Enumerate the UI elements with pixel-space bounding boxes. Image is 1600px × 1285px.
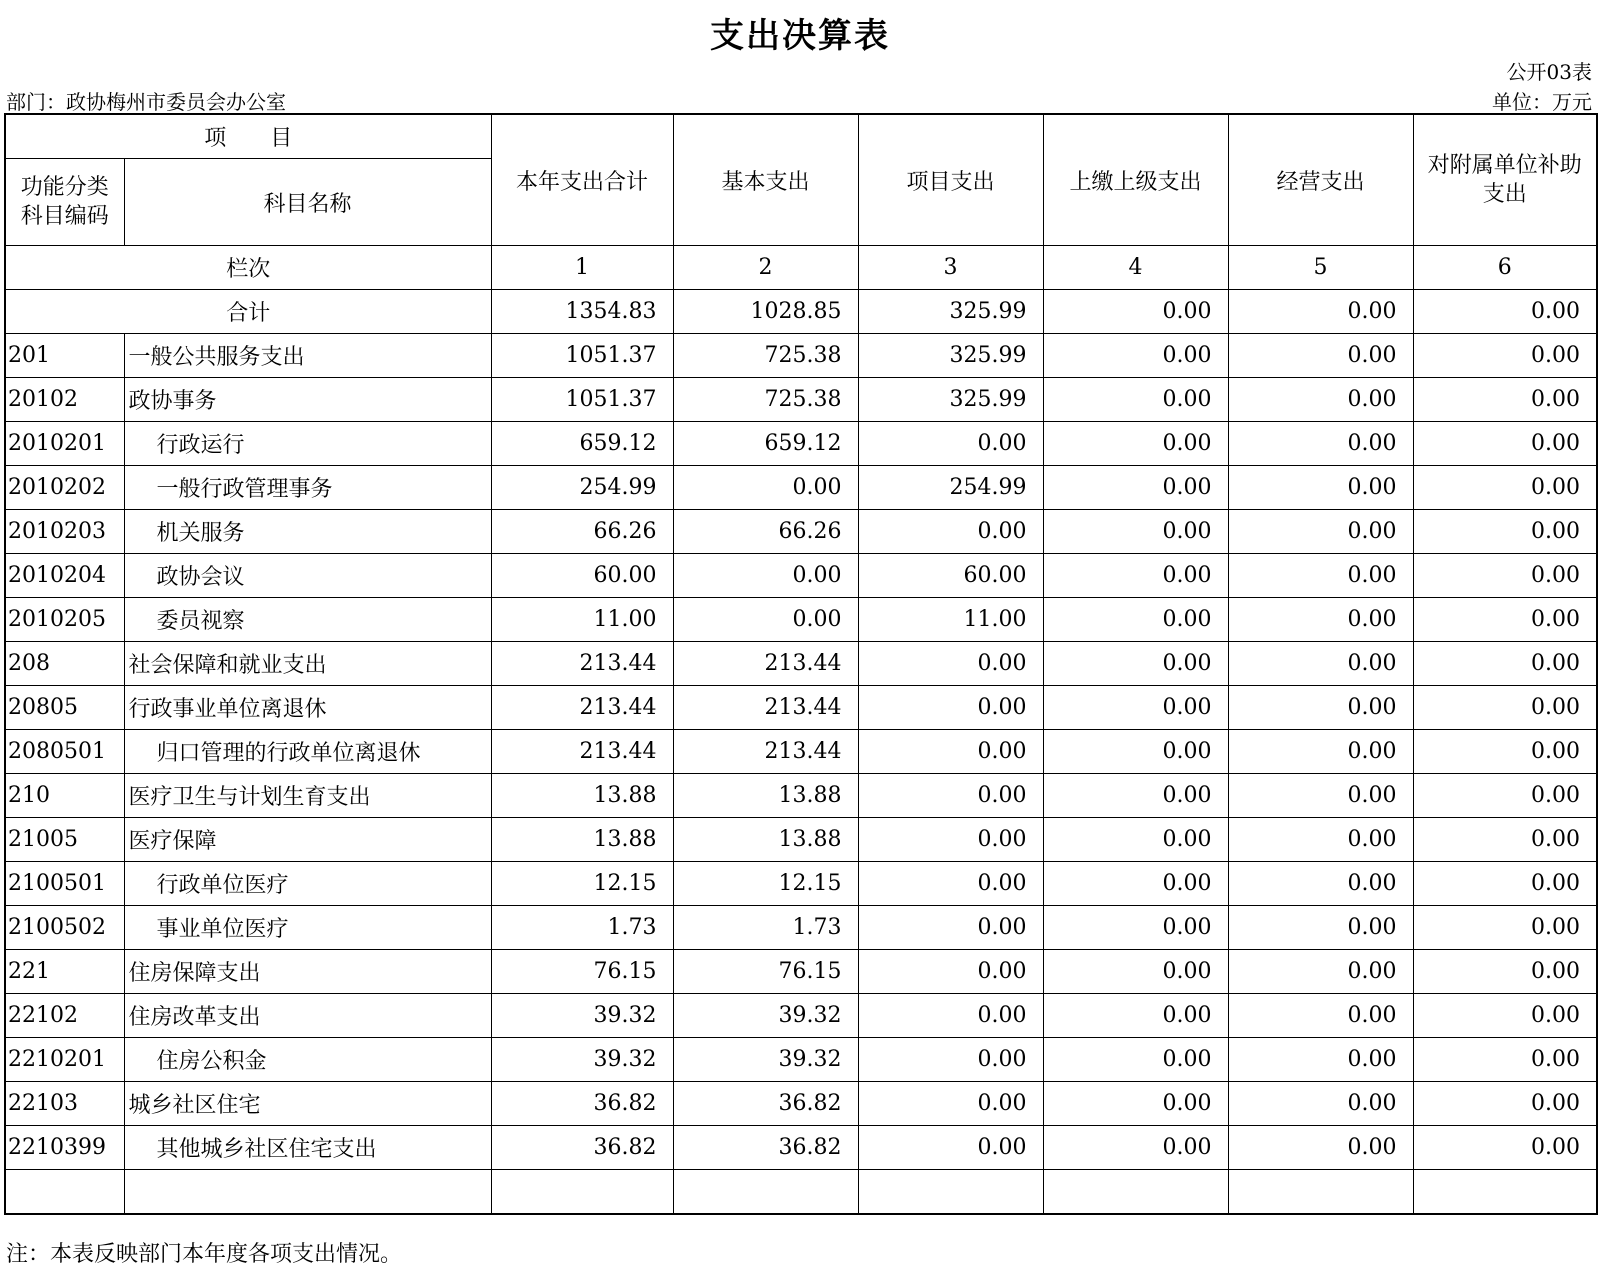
row-value: 0.00 (1413, 642, 1597, 686)
table-row (5, 642, 1597, 686)
row-code: 2010204 (5, 554, 124, 598)
row-value: 0.00 (1228, 466, 1413, 510)
row-value: 0.00 (1228, 334, 1413, 378)
row-value: 0.00 (1413, 598, 1597, 642)
total-value: 1354.83 (491, 290, 673, 334)
row-name: 政协会议 (124, 554, 491, 598)
row-value: 213.44 (491, 642, 673, 686)
row-value: 0.00 (1043, 730, 1228, 774)
row-value: 0.00 (1043, 642, 1228, 686)
row-name: 行政单位医疗 (124, 862, 491, 906)
row-value: 254.99 (491, 466, 673, 510)
row-value: 39.32 (673, 994, 858, 1038)
row-value: 213.44 (673, 642, 858, 686)
header-col-1: 本年支出合计 (491, 114, 673, 246)
row-value: 0.00 (1413, 686, 1597, 730)
row-value: 11.00 (491, 598, 673, 642)
row-value: 0.00 (1413, 510, 1597, 554)
table-row (5, 510, 1597, 554)
row-value: 0.00 (1413, 1126, 1597, 1170)
row-value: 0.00 (1228, 422, 1413, 466)
row-value: 725.38 (673, 378, 858, 422)
row-value: 213.44 (673, 730, 858, 774)
header-project: 项 目 (5, 114, 491, 159)
row-value: 12.15 (673, 862, 858, 906)
row-value: 0.00 (858, 818, 1043, 862)
row-value: 0.00 (1413, 730, 1597, 774)
table-row (5, 1038, 1597, 1082)
row-value: 0.00 (1228, 1082, 1413, 1126)
row-value: 0.00 (1043, 1082, 1228, 1126)
row-name: 行政事业单位离退休 (124, 686, 491, 730)
row-value: 0.00 (858, 994, 1043, 1038)
row-value: 36.82 (673, 1082, 858, 1126)
row-code: 22103 (5, 1082, 124, 1126)
row-name: 其他城乡社区住宅支出 (124, 1126, 491, 1170)
row-code: 208 (5, 642, 124, 686)
table-row (5, 554, 1597, 598)
row-value: 254.99 (858, 466, 1043, 510)
row-code: 20102 (5, 378, 124, 422)
row-value: 0.00 (1413, 422, 1597, 466)
row-code: 2100502 (5, 906, 124, 950)
row-value: 1051.37 (491, 378, 673, 422)
row-value: 0.00 (1043, 862, 1228, 906)
page-title: 支出决算表 (710, 16, 890, 56)
table-row (5, 598, 1597, 642)
row-value: 12.15 (491, 862, 673, 906)
header-col-5: 经营支出 (1228, 114, 1413, 246)
row-value: 0.00 (1228, 994, 1413, 1038)
table-row (5, 686, 1597, 730)
row-value: 36.82 (491, 1126, 673, 1170)
row-value: 0.00 (1043, 334, 1228, 378)
row-name: 社会保障和就业支出 (124, 642, 491, 686)
row-value: 0.00 (1228, 818, 1413, 862)
header-name: 科目名称 (124, 159, 491, 246)
form-number: 公开03表 (1506, 60, 1592, 84)
row-value: 0.00 (1413, 994, 1597, 1038)
department-label: 部门：政协梅州市委员会办公室 (6, 90, 286, 114)
empty-cell (124, 1170, 491, 1215)
table-row (5, 774, 1597, 818)
row-name: 一般行政管理事务 (124, 466, 491, 510)
column-number: 1 (491, 246, 673, 290)
row-value: 1051.37 (491, 334, 673, 378)
empty-row (5, 1170, 1597, 1215)
total-value: 0.00 (1228, 290, 1413, 334)
row-value: 0.00 (1228, 730, 1413, 774)
row-value: 725.38 (673, 334, 858, 378)
row-code: 2100501 (5, 862, 124, 906)
footnote: 注：本表反映部门本年度各项支出情况。 (6, 1242, 403, 1267)
row-value: 325.99 (858, 334, 1043, 378)
row-value: 0.00 (673, 598, 858, 642)
table-row (5, 906, 1597, 950)
row-code: 21005 (5, 818, 124, 862)
row-value: 0.00 (1043, 554, 1228, 598)
row-value: 13.88 (673, 818, 858, 862)
row-name: 住房改革支出 (124, 994, 491, 1038)
row-code: 2080501 (5, 730, 124, 774)
row-value: 0.00 (1228, 642, 1413, 686)
row-value: 0.00 (858, 1038, 1043, 1082)
row-value: 13.88 (491, 774, 673, 818)
empty-cell (1413, 1170, 1597, 1215)
row-value: 0.00 (858, 862, 1043, 906)
row-value: 0.00 (1413, 1038, 1597, 1082)
row-value: 0.00 (1413, 1082, 1597, 1126)
row-value: 0.00 (1413, 378, 1597, 422)
row-value: 213.44 (491, 730, 673, 774)
row-code: 2210201 (5, 1038, 124, 1082)
row-value: 0.00 (1413, 334, 1597, 378)
row-name: 医疗保障 (124, 818, 491, 862)
row-value: 0.00 (1228, 774, 1413, 818)
row-value: 1.73 (673, 906, 858, 950)
row-value: 0.00 (1043, 466, 1228, 510)
header-code: 功能分类科目编码 (5, 159, 124, 246)
row-value: 0.00 (1043, 906, 1228, 950)
row-value: 0.00 (1043, 818, 1228, 862)
row-name: 归口管理的行政单位离退休 (124, 730, 491, 774)
row-value: 11.00 (858, 598, 1043, 642)
table-row (5, 818, 1597, 862)
row-value: 213.44 (673, 686, 858, 730)
row-value: 659.12 (673, 422, 858, 466)
row-code: 2010203 (5, 510, 124, 554)
table-row (5, 994, 1597, 1038)
row-value: 0.00 (1413, 818, 1597, 862)
row-value: 60.00 (491, 554, 673, 598)
row-code: 2010205 (5, 598, 124, 642)
row-value: 0.00 (858, 730, 1043, 774)
row-code: 2210399 (5, 1126, 124, 1170)
row-value: 0.00 (858, 642, 1043, 686)
row-code: 210 (5, 774, 124, 818)
row-name: 事业单位医疗 (124, 906, 491, 950)
row-name: 委员视察 (124, 598, 491, 642)
row-code: 221 (5, 950, 124, 994)
row-value: 66.26 (673, 510, 858, 554)
row-value: 0.00 (1228, 906, 1413, 950)
row-value: 0.00 (1228, 686, 1413, 730)
row-name: 城乡社区住宅 (124, 1082, 491, 1126)
row-value: 325.99 (858, 378, 1043, 422)
column-number: 5 (1228, 246, 1413, 290)
header-col-6: 对附属单位补助支出 (1413, 114, 1597, 246)
row-value: 659.12 (491, 422, 673, 466)
row-value: 0.00 (858, 422, 1043, 466)
row-value: 0.00 (1043, 950, 1228, 994)
table-row (5, 950, 1597, 994)
row-value: 0.00 (1228, 1126, 1413, 1170)
column-number: 3 (858, 246, 1043, 290)
row-value: 0.00 (1228, 950, 1413, 994)
row-value: 0.00 (1043, 1126, 1228, 1170)
header-col-3: 项目支出 (858, 114, 1043, 246)
table-row (5, 1082, 1597, 1126)
row-value: 13.88 (673, 774, 858, 818)
expenditure-table (4, 113, 1598, 1215)
column-number-label: 栏次 (5, 246, 491, 290)
row-code: 2010201 (5, 422, 124, 466)
empty-cell (491, 1170, 673, 1215)
row-name: 行政运行 (124, 422, 491, 466)
row-value: 0.00 (858, 950, 1043, 994)
total-value: 0.00 (1413, 290, 1597, 334)
table-row (5, 862, 1597, 906)
row-value: 213.44 (491, 686, 673, 730)
row-value: 0.00 (1228, 862, 1413, 906)
row-value: 60.00 (858, 554, 1043, 598)
column-number: 6 (1413, 246, 1597, 290)
row-code: 22102 (5, 994, 124, 1038)
header-col-2: 基本支出 (673, 114, 858, 246)
row-value: 0.00 (1413, 906, 1597, 950)
row-value: 0.00 (1043, 598, 1228, 642)
table-row (5, 378, 1597, 422)
row-value: 0.00 (1228, 1038, 1413, 1082)
row-value: 39.32 (491, 994, 673, 1038)
row-value: 0.00 (1043, 686, 1228, 730)
row-value: 0.00 (1043, 378, 1228, 422)
row-value: 36.82 (491, 1082, 673, 1126)
row-value: 39.32 (491, 1038, 673, 1082)
row-value: 66.26 (491, 510, 673, 554)
row-name: 住房公积金 (124, 1038, 491, 1082)
row-value: 39.32 (673, 1038, 858, 1082)
total-label: 合计 (5, 290, 491, 334)
table-row (5, 730, 1597, 774)
row-value: 0.00 (1413, 950, 1597, 994)
row-value: 0.00 (1228, 598, 1413, 642)
row-value: 13.88 (491, 818, 673, 862)
row-value: 76.15 (491, 950, 673, 994)
row-value: 0.00 (1413, 774, 1597, 818)
row-name: 一般公共服务支出 (124, 334, 491, 378)
total-value: 325.99 (858, 290, 1043, 334)
total-value: 0.00 (1043, 290, 1228, 334)
row-value: 0.00 (858, 510, 1043, 554)
row-value: 0.00 (1043, 510, 1228, 554)
row-value: 0.00 (1413, 862, 1597, 906)
row-value: 76.15 (673, 950, 858, 994)
row-value: 0.00 (858, 906, 1043, 950)
row-value: 0.00 (673, 466, 858, 510)
row-value: 0.00 (858, 774, 1043, 818)
row-code: 2010202 (5, 466, 124, 510)
empty-cell (5, 1170, 124, 1215)
total-value: 1028.85 (673, 290, 858, 334)
row-value: 0.00 (1413, 466, 1597, 510)
row-value: 0.00 (1043, 994, 1228, 1038)
empty-cell (1043, 1170, 1228, 1215)
row-value: 0.00 (1043, 1038, 1228, 1082)
row-value: 36.82 (673, 1126, 858, 1170)
empty-cell (1228, 1170, 1413, 1215)
row-name: 机关服务 (124, 510, 491, 554)
row-value: 0.00 (1228, 554, 1413, 598)
row-code: 201 (5, 334, 124, 378)
column-number: 4 (1043, 246, 1228, 290)
row-value: 0.00 (1228, 510, 1413, 554)
row-name: 住房保障支出 (124, 950, 491, 994)
row-value: 0.00 (858, 686, 1043, 730)
row-value: 0.00 (673, 554, 858, 598)
row-name: 政协事务 (124, 378, 491, 422)
row-name: 医疗卫生与计划生育支出 (124, 774, 491, 818)
unit-label: 单位：万元 (1492, 90, 1592, 114)
row-value: 0.00 (858, 1126, 1043, 1170)
row-value: 0.00 (1043, 774, 1228, 818)
row-code: 20805 (5, 686, 124, 730)
header-col-4: 上缴上级支出 (1043, 114, 1228, 246)
empty-cell (673, 1170, 858, 1215)
table-row (5, 1126, 1597, 1170)
row-value: 0.00 (1043, 422, 1228, 466)
row-value: 0.00 (858, 1082, 1043, 1126)
table-row (5, 466, 1597, 510)
table-row (5, 334, 1597, 378)
empty-cell (858, 1170, 1043, 1215)
table-row (5, 422, 1597, 466)
column-number: 2 (673, 246, 858, 290)
row-value: 0.00 (1413, 554, 1597, 598)
row-value: 0.00 (1228, 378, 1413, 422)
row-value: 1.73 (491, 906, 673, 950)
